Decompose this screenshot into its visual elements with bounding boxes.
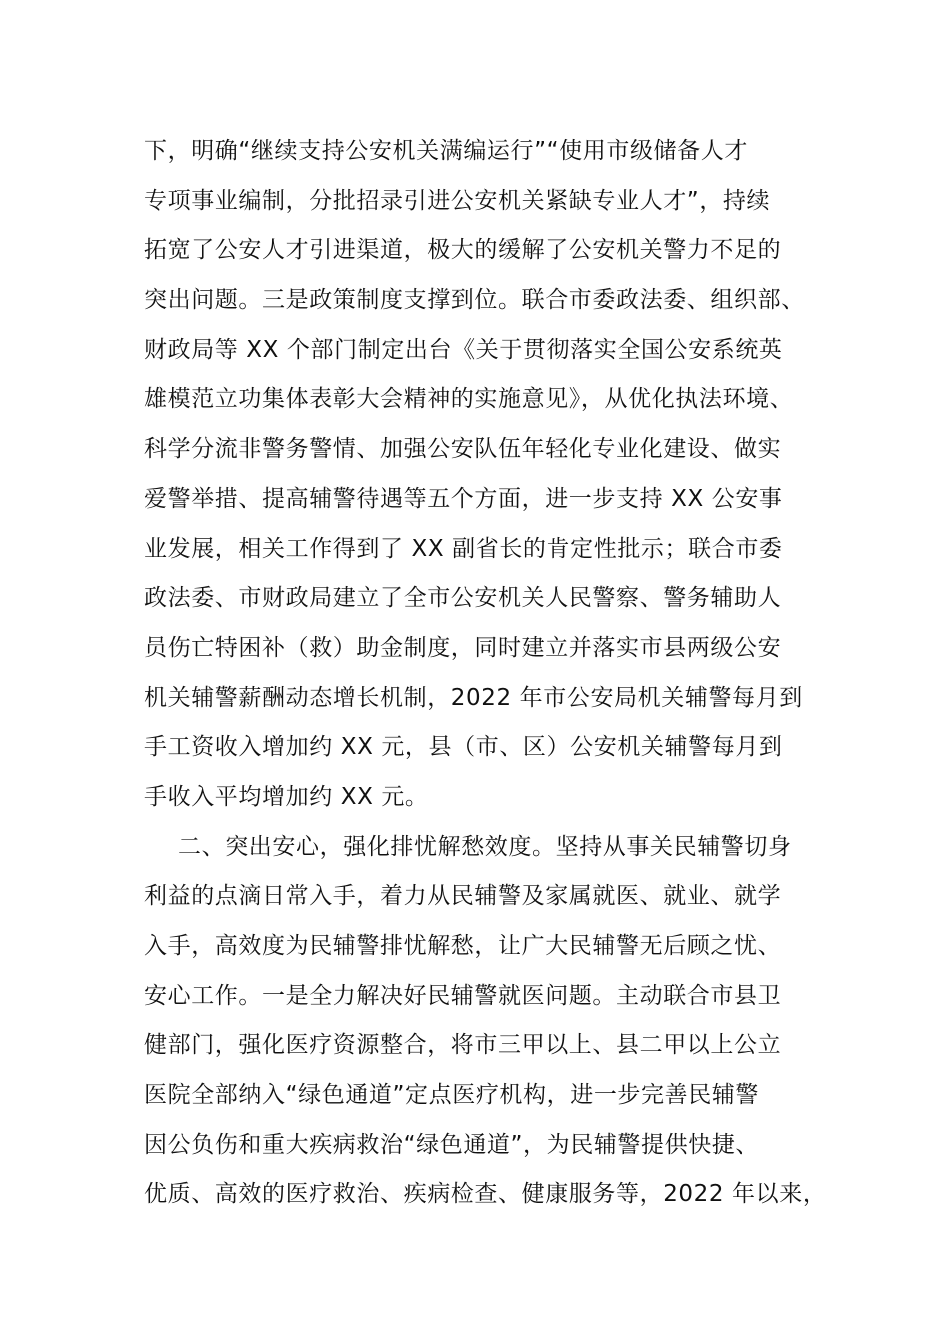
- section-heading-line: 二、突出安心，强化排忧解愁效度。坚持从事关民辅警切身: [178, 833, 792, 860]
- text-line: 财政局等 XX 个部门制定出台《关于贯彻落实全国公安系统英: [144, 336, 783, 363]
- text-line: 爱警举措、提高辅警待遇等五个方面，进一步支持 XX 公安事: [144, 485, 783, 512]
- text-line: 雄模范立功集体表彰大会精神的实施意见》，从优化执法环境、: [144, 386, 794, 413]
- text-line: 政法委、市财政局建立了全市公安机关人民警察、警务辅助人: [144, 585, 782, 612]
- text-line: 突出问题。三是政策制度支撑到位。联合市委政法委、组织部、: [144, 287, 805, 314]
- text-line: 专项事业编制，分批招录引进公安机关紧缺专业人才”，持续: [144, 187, 771, 214]
- text-line: 因公负伤和重大疾病救治“绿色通道”，为民辅警提供快捷、: [144, 1131, 760, 1158]
- text-line: 员伤亡特困补（救）助金制度，同时建立并落实市县两级公安: [144, 634, 782, 661]
- text-line: 入手，高效度为民辅警排忧解愁，让广大民辅警无后顾之忧、: [144, 933, 782, 959]
- text-line: 业发展，相关工作得到了 XX 副省长的肯定性批示；联合市委: [144, 535, 783, 562]
- body-text: [144, 127, 844, 1220]
- text-line: 利益的点滴日常入手，着力从民辅警及家属就医、就业、就学: [144, 883, 782, 910]
- text-line: 机关辅警薪酬动态增长机制，2022 年市公安局机关辅警每月到: [144, 684, 803, 711]
- text-line: 下，明确“继续支持公安机关满编运行”“使用市级储备人才: [144, 138, 748, 164]
- text-line: 安心工作。一是全力解决好民辅警就医问题。主动联合市县卫: [144, 982, 782, 1009]
- text-line: 科学分流非警务警情、加强公安队伍年轻化专业化建设、做实: [144, 436, 782, 463]
- text-line: 健部门，强化医疗资源整合，将市三甲以上、县二甲以上公立: [144, 1032, 782, 1059]
- text-line: 手工资收入增加约 XX 元，县（市、区）公安机关辅警每月到: [144, 734, 783, 761]
- text-line: 优质、高效的医疗救治、疾病检查、健康服务等，2022 年以来，: [144, 1181, 827, 1208]
- text-line: 医院全部纳入“绿色通道”定点医疗机构，进一步完善民辅警: [144, 1082, 760, 1109]
- text-line: 手收入平均增加约 XX 元。: [144, 783, 429, 810]
- text-line: 拓宽了公安人才引进渠道，极大的缓解了公安机关警力不足的: [144, 237, 782, 264]
